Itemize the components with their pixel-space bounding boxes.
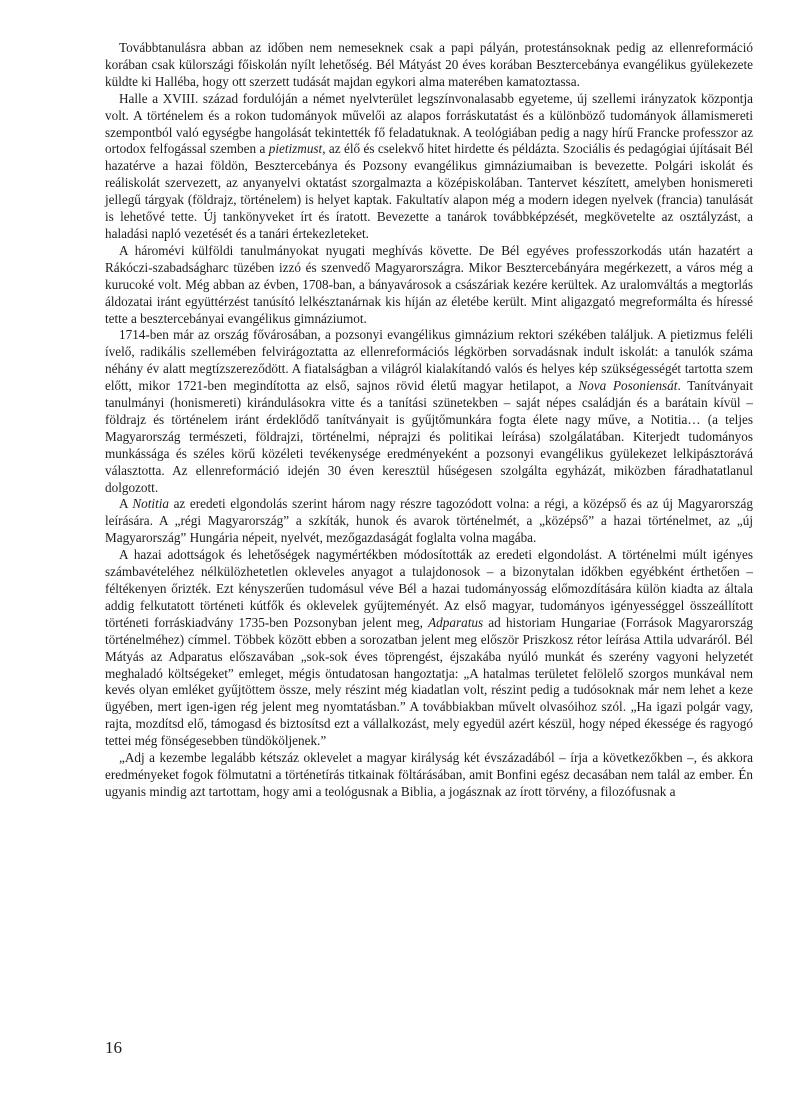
text-run: , az élő és cselekvő hitet hirdette és példázta. Szociális és pedagógiai újításait Bél hazatérve a hazai földön, Besztercebánya és Pozsony evangélikus gimnáziumaiban is bevezette. Polgári iskolát és reáliskolát szervezett, az anyanyelvi oktatást szorgalmazta a középiskolában. Tantervet készített, amelyben honismereti jellegű tárgyak (földrajz, történelem) is helyet kaptak. Fakultatív alapon még a modern idegen nyelvek (francia) tanulását is lehetővé tette. Új tankönyveket írt és íratott. Bevezette a tanárok továbbképzését, megkövetelte az osztályzást, a haladási napló vezetését és a tanári értekezleteket.: [105, 141, 753, 241]
paragraph-2: [105, 91, 753, 243]
italic-title: Adparatus: [428, 614, 484, 630]
page-number: 16: [105, 1038, 122, 1057]
text-run: A háromévi külföldi tanulmányokat nyugati meghívás követte. De Bél egyéves professzorkodás után hazatért a Rákóczi-szabadságharc tüzében izzó és szenvedő Magyarországra. Mikor Besztercebányára megérkezett, a város még a kurucoké volt. Még abban az évben, 1708-ban, a bányavárosok a császáriak kezére kerültek. Az uralomváltás a megtorlás áldozatai iránt együttérzést tanúsító lelkésztanárnak kis híján az életébe került. Mint aligazgató megreformálta és híressé tette a besztercebányai evangélikus gimnáziumot.: [105, 242, 753, 326]
paragraph-1: [105, 40, 753, 91]
paragraph-3: [105, 243, 753, 328]
italic-title: Nova Posoniensát: [578, 378, 678, 394]
italic-title: Notitia: [132, 496, 170, 512]
paragraph-6: [105, 547, 753, 750]
italic-term: pietizmust: [268, 141, 323, 157]
text-run: ad historiam Hungariae (Források Magyarország történelméhez) címmel. Többek között ebben a sorozatban jelent meg először Priszkosz rétor leírása Attila udvaráról. Bél Mátyás az Adparatus előszavában „sok-sok éves töprengést, éjszakába nyúló munkát és szerény vagyoni helyzetét meghaladó költségeket” emleget, mégis öntudatosan hangoztatja: „A hatalmas területet felölelő szorgos munkával nem kevés olyan emléket gyűjtöttem össze, mely részint még kiadatlan volt, részint pedig a tudósoknak már nem lehet a keze ügyében, mert igen-igen rég jelent meg nyomtatásban.” A továbbiakban művelt olvasóihoz szól. „Ha igazi polgár vagy, rajta, mozdítsd elő, támogasd és biztosítsd ezt a vállalkozást, mely egyedül azért készül, hogy néped ékessége és ragyogó tettei még fönségesebben tündököljenek.”: [105, 614, 754, 749]
paragraph-7: [105, 750, 753, 801]
text-run: A: [119, 496, 133, 512]
text-run: Továbbtanulásra abban az időben nem nemeseknek csak a papi pályán, protestánsoknak pedig az ellenreformáció korában csak külországi főiskolán nyílt lehetőség. Bél Mátyást 20 éves korában Besztercebánya evangélikus gyülekezete küldte ki Halléba, hogy ott szerzett tudását majdan egykori alma materében kamatoztassa.: [105, 40, 753, 89]
text-run: A hazai adottságok és lehetőségek nagymértékben módosították az eredeti elgondolást. A történelmi múlt igényes számbavételéhez nélkülözhetetlen okleveles anyagot a tulajdonosok – a bizonytalan időkben egyébként érthetően – féltékenyen őrizték. Ezt kényszerűen tudomásul véve Bél a hazai tudományosság előmozdítására külön kiadta az általa addig felkutatott történeti kútfők és oklevelek gyűjteményét. Az első magyar, tudományos igényességgel összeállított történeti forráskiadvány 1735-ben Pozsonyban jelent meg,: [105, 547, 753, 630]
text-run: Halle a XVIII. század fordulóján a német nyelvterület legszínvonalasabb egyeteme, új szellemi irányzatok központja volt. A történelem és a rokon tudományok művelői az alapos forráskutatást és a különböző tudományok államismereti szempontból való egységbe hangolását tekintették fő feladatuknak. A teológiában pedig a nagy hírű Francke professzor az ortodox felfogással szemben a: [105, 90, 753, 157]
paragraph-5: [105, 496, 753, 547]
text-run: . Tanítványait tanulmányi (honismereti) kirándulásokra vitte és a tanítási szünetekben – saját népes családján és a barátain kívül – földrajz és történelem iránt érdeklődő tanítványait is gyűjtőmunkára fogta élete nagy műve, a Notitia… (a teljes Magyarország természeti, földrajzi, történelmi, néprajzi és politikai leírása) szolgálatában. Kiterjedt tudományos munkássága és széles körű közéleti tevékenysége eredményeként a pozsonyi evangélikus gyülekezet lelkipásztorává választotta. Az ellenreformáció idején 30 éven keresztül hűségesen szolgálta egyházát, miközben fáradhatatlanul dolgozott.: [105, 378, 753, 495]
page-body: [105, 40, 753, 801]
text-run: „Adj a kezembe legalább kétszáz oklevelet a magyar királyság két évszázadából – írja a következőkben –, és akkora eredményeket fogok fölmutatni a történetírás titkainak föltárásában, amit Bonfini egész decasában nem talál az ember. Én ugyanis mindig azt tartottam, hogy ami a teológusnak a Biblia, a jogásznak az írott törvény, a filozófusnak a: [105, 750, 753, 799]
paragraph-4: [105, 327, 753, 496]
text-run: az eredeti elgondolás szerint három nagy részre tagozódott volna: a régi, a középső és az új Magyarország leírására. A „régi Magyarország” a szkíták, hunok és avarok történelmét, a „középső” a hazai történelmet, az „új Magyarország” Hungária népeit, nyelvét, mezőgazdaságát foglalta volna magába.: [105, 496, 753, 546]
text-run: 1714-ben már az ország fővárosában, a pozsonyi evangélikus gimnázium rektori székében találjuk. A pietizmus feléli ívelő, radikális szellemében felvirágoztatta az ellenreformációs légkörben sorvadásnak indult iskolát: a tanulók száma néhány év alatt megtízszereződött. A fiatalságban a világról kialakítandó valós és helyes kép szükségességét tartotta szem előtt, mikor 1721-ben megindította az első, sajnos rövid életű magyar hetilapot, a: [105, 327, 753, 394]
